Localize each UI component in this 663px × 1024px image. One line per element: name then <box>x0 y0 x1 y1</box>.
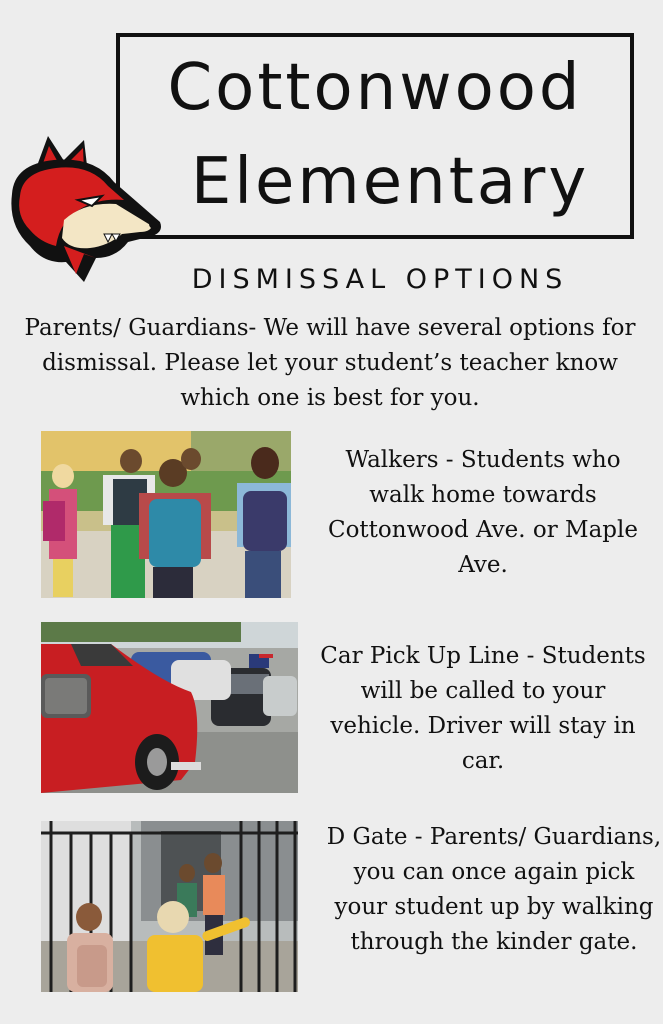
d-gate-option-text: D Gate - Parents/ Guardians, you can once again pick your student up by walking through the kinder gate. <box>326 824 662 955</box>
car-pickup-option-text: Car Pick Up Line - Students will be called to your vehicle. Driver will stay in car. <box>320 643 646 774</box>
walkers-option-text: Walkers - Students who walk home towards Cottonwood Ave. or Maple Ave. <box>327 447 639 578</box>
school-name-line1: Cottonwood <box>167 51 583 125</box>
students-walking-photo <box>41 431 291 598</box>
wolf-mascot-icon <box>4 134 162 286</box>
school-gate-photo <box>41 821 298 992</box>
car-line-photo <box>41 622 298 793</box>
dismissal-options-heading: DISMISSAL OPTIONS <box>191 264 569 295</box>
school-name-line2: Elementary <box>190 145 590 219</box>
intro-paragraph: Parents/ Guardians- We will have several options for dismissal. Please let your student’s teacher know which one is best for you. <box>24 315 636 411</box>
school-title-box <box>116 33 634 239</box>
